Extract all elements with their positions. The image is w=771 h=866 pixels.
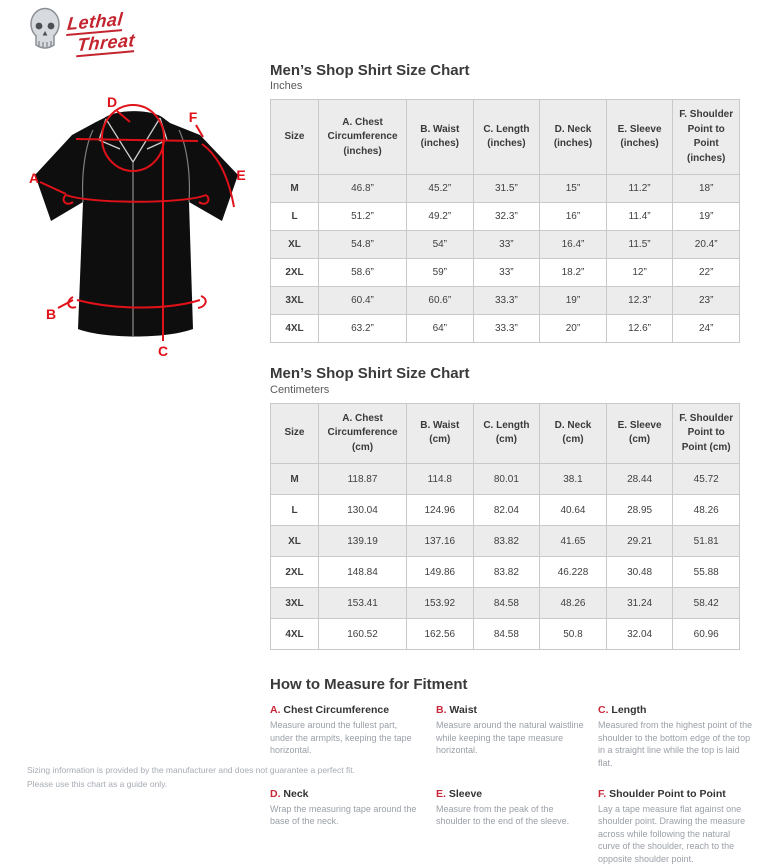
value-cell: 160.52 [319,619,407,650]
value-cell: 83.82 [473,557,540,588]
value-cell: 139.19 [319,526,407,557]
measure-item-waist [436,704,584,769]
centimeters-table-section [270,365,742,650]
shirt-illustration [20,88,258,362]
column-header: E. Sleeve (inches) [606,100,673,175]
brand-word-2: Threat [76,31,136,57]
value-cell: 33.3” [473,315,540,343]
column-header: E. Sleeve (cm) [606,403,673,464]
value-cell: 12” [606,259,673,287]
value-cell: 24” [673,315,740,343]
size-cell: L [271,495,319,526]
column-header: D. Neck (inches) [540,100,607,175]
value-cell: 162.56 [407,619,474,650]
measure-item-shoulder [598,788,754,866]
diagram-label-chest: A [28,170,40,186]
measure-letter: C. [598,704,609,717]
value-cell: 114.8 [407,464,474,495]
brand-name [64,9,138,59]
value-cell: 149.86 [407,557,474,588]
size-cell: L [271,203,319,231]
value-cell: 60.6” [407,287,474,315]
value-cell: 137.16 [407,526,474,557]
value-cell: 46.8” [319,175,407,203]
measure-name: Waist [449,704,478,717]
value-cell: 32.04 [606,619,673,650]
size-cell: M [271,464,319,495]
measure-name: Neck [283,787,309,800]
column-header: A. Chest Circumference (inches) [319,100,407,175]
value-cell: 46.228 [540,557,607,588]
measure-item-heading [270,704,422,716]
brand-logo [26,7,136,60]
inches-table-subtitle: Inches [270,80,303,93]
value-cell: 54.8” [319,231,407,259]
measure-item-chest [270,704,422,769]
value-cell: 60.96 [673,619,740,650]
value-cell: 31.24 [606,588,673,619]
value-cell: 12.6” [606,315,673,343]
size-cell: 4XL [271,619,319,650]
table-row [271,526,740,557]
measure-item-heading [598,704,754,716]
value-cell: 28.44 [606,464,673,495]
measure-description: Wrap the measuring tape around the base of the neck. [270,803,417,827]
disclaimer-line-2: Please use this chart as a guide only. [27,778,168,789]
size-table-centimeters [270,403,740,651]
value-cell: 16” [540,203,607,231]
measure-name: Length [611,704,647,717]
value-cell: 20.4” [673,231,740,259]
diagram-label-length: C [157,343,169,359]
size-cell: 2XL [271,557,319,588]
measure-letter: D. [270,787,281,800]
size-cell: XL [271,526,319,557]
measure-letter: B. [436,704,447,717]
table-row [271,495,740,526]
value-cell: 84.58 [473,619,540,650]
value-cell: 124.96 [407,495,474,526]
column-header: D. Neck (cm) [540,403,607,464]
column-header: Size [271,100,319,175]
value-cell: 28.95 [606,495,673,526]
value-cell: 40.64 [540,495,607,526]
measure-description: Measured from the highest point of the shoulder to the bottom edge of the top in a straight line while the top is laid flat. [598,720,753,769]
value-cell: 20” [540,315,607,343]
brand-word-1: Lethal [66,10,124,36]
value-cell: 49.2” [407,203,474,231]
value-cell: 45.72 [673,464,740,495]
measure-letter: F. [598,787,607,800]
value-cell: 19” [540,287,607,315]
value-cell: 33.3” [473,287,540,315]
sizing-disclaimer [27,764,355,791]
size-cell: M [271,175,319,203]
measure-item-sleeve [436,788,584,866]
value-cell: 63.2” [319,315,407,343]
size-cell: 3XL [271,287,319,315]
value-cell: 118.87 [319,464,407,495]
size-cell: 4XL [271,315,319,343]
value-cell: 80.01 [473,464,540,495]
value-cell: 11.2” [606,175,673,203]
measure-description: Measure from the peak of the shoulder to the end of the sleeve. [436,803,570,827]
value-cell: 84.58 [473,588,540,619]
measure-letter: E. [436,787,446,800]
inches-table-title: Men’s Shop Shirt Size Chart [270,62,470,79]
value-cell: 11.4” [606,203,673,231]
column-header: F. Shoulder Point to Point (inches) [673,100,740,175]
value-cell: 15” [540,175,607,203]
measure-item-neck [270,788,422,866]
column-header: C. Length (inches) [473,100,540,175]
value-cell: 29.21 [606,526,673,557]
skull-icon [26,7,64,60]
inches-table-section [270,62,742,343]
table-row [271,203,740,231]
value-cell: 51.81 [673,526,740,557]
value-cell: 31.5” [473,175,540,203]
header-row [271,100,740,175]
value-cell: 60.4” [319,287,407,315]
value-cell: 11.5” [606,231,673,259]
centimeters-table-title: Men’s Shop Shirt Size Chart [270,365,470,383]
value-cell: 153.92 [407,588,474,619]
value-cell: 41.65 [540,526,607,557]
diagram-label-shoulder: F [188,109,198,125]
diagram-label-waist: B [45,306,57,322]
value-cell: 58.6” [319,259,407,287]
value-cell: 33” [473,231,540,259]
table-row [271,557,740,588]
shirt-measurement-diagram [20,88,258,367]
size-chart-content [270,62,753,866]
value-cell: 32.3” [473,203,540,231]
table-row [271,588,740,619]
value-cell: 54” [407,231,474,259]
table-row [271,464,740,495]
value-cell: 12.3” [606,287,673,315]
value-cell: 51.2” [319,203,407,231]
value-cell: 18.2” [540,259,607,287]
table-row [271,259,740,287]
measure-name: Shoulder Point to Point [609,787,726,800]
measure-item-heading [598,788,754,800]
value-cell: 130.04 [319,495,407,526]
value-cell: 38.1 [540,464,607,495]
value-cell: 58.42 [673,588,740,619]
value-cell: 48.26 [673,495,740,526]
value-cell: 64” [407,315,474,343]
value-cell: 50.8 [540,619,607,650]
value-cell: 153.41 [319,588,407,619]
measure-description: Measure around the fullest part, under the armpits, keeping the tape horizontal. [270,720,412,756]
table-row [271,287,740,315]
column-header: A. Chest Circumference (cm) [319,403,407,464]
column-header: B. Waist (cm) [407,403,474,464]
measure-letter: A. [270,704,281,717]
how-to-measure-title: How to Measure for Fitment [270,676,468,693]
column-header: F. Shoulder Point to Point (cm) [673,403,740,464]
diagram-label-neck: D [106,94,118,110]
measure-item-heading [436,788,584,800]
value-cell: 45.2” [407,175,474,203]
value-cell: 55.88 [673,557,740,588]
measure-item-heading [436,704,584,716]
value-cell: 148.84 [319,557,407,588]
diagram-label-sleeve: E [236,167,246,183]
centimeters-table-subtitle: Centimeters [270,383,330,396]
column-header: Size [271,403,319,464]
value-cell: 23” [673,287,740,315]
measure-description: Lay a tape measure flat against one shoulder point. Drawing the measure across while following the natural curve of the shoulder, reach to the opposite shoulder point. [598,803,746,864]
header-row [271,403,740,464]
size-cell: 2XL [271,259,319,287]
value-cell: 33” [473,259,540,287]
measure-name: Chest Circumference [283,704,390,717]
size-table-inches [270,99,740,343]
value-cell: 83.82 [473,526,540,557]
value-cell: 16.4” [540,231,607,259]
measure-item-length [598,704,754,769]
value-cell: 19” [673,203,740,231]
table-row [271,619,740,650]
measure-description: Measure around the natural waistline while keeping the tape measure horizontal. [436,720,584,756]
value-cell: 82.04 [473,495,540,526]
value-cell: 30.48 [606,557,673,588]
disclaimer-line-1: Sizing information is provided by the manufacturer and does not guarantee a perfect fit. [27,765,355,775]
table-row [271,231,740,259]
column-header: B. Waist (inches) [407,100,474,175]
value-cell: 48.26 [540,588,607,619]
table-row [271,315,740,343]
column-header: C. Length (cm) [473,403,540,464]
size-cell: XL [271,231,319,259]
measure-name: Sleeve [448,787,483,800]
value-cell: 59” [407,259,474,287]
table-row [271,175,740,203]
size-cell: 3XL [271,588,319,619]
value-cell: 22” [673,259,740,287]
value-cell: 18” [673,175,740,203]
